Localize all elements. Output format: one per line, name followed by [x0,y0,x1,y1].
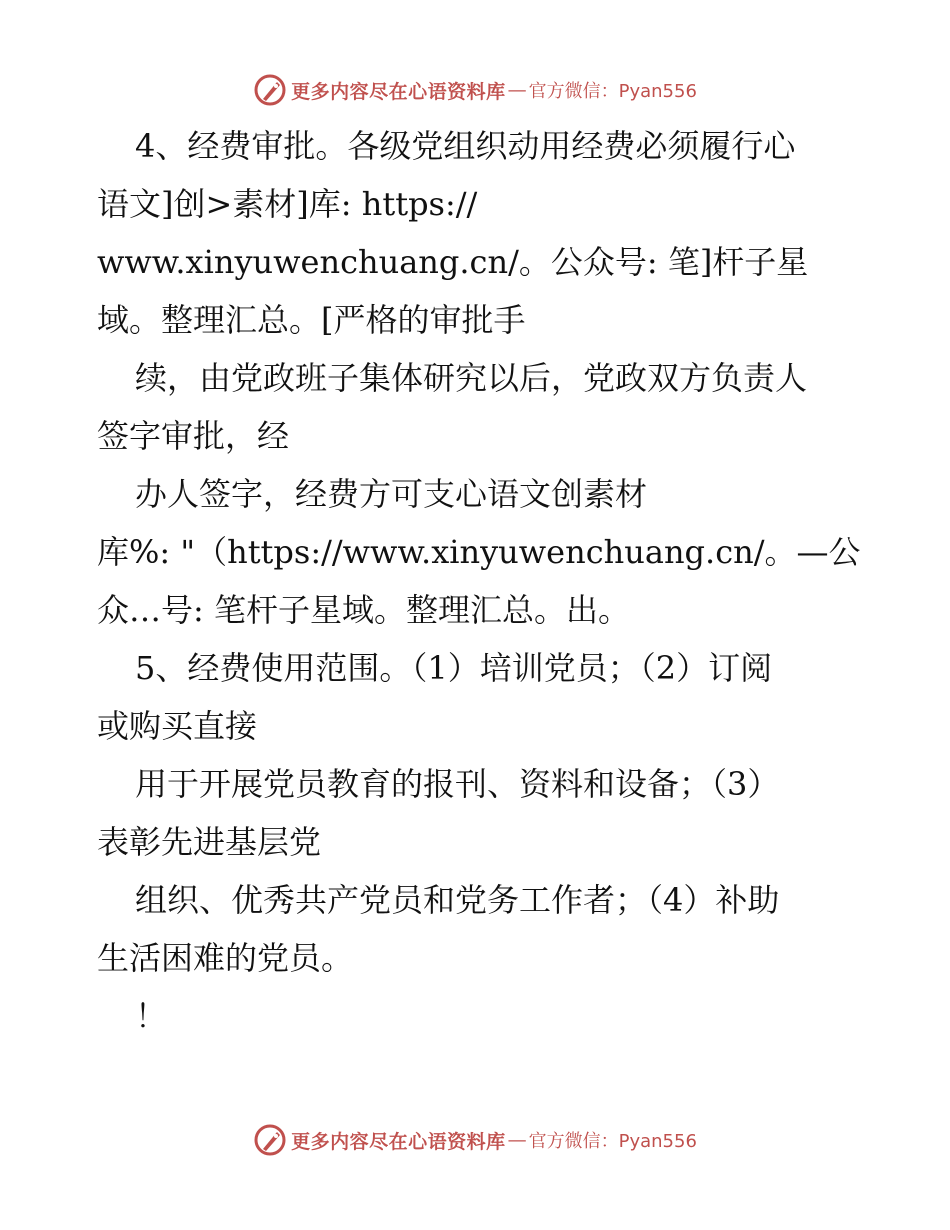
header-watermark [0,70,950,110]
document-body [97,117,867,1045]
text-line: 签字审批，经 [97,417,290,455]
text-line: 生活困难的党员。 [97,939,354,977]
text-line: ！ [135,997,168,1035]
watermark-separator: — [507,79,527,101]
text-line: 众…号: 笔杆子星域。整理汇总。出。 [97,591,630,629]
text-line: 或购买直接 [97,707,258,745]
watermark-site-text: 更多内容尽在心语资料库 [291,1130,506,1153]
pen-nib-logo-icon [253,73,287,107]
watermark-separator: — [507,1129,527,1151]
text-line: 域。整理汇总。[严格的审批手 [97,301,526,339]
text-line: 用于开展党员教育的报刊、资料和设备；（3） [135,765,780,803]
watermark-wechat-text: 官方微信：Pyan556 [528,81,697,102]
watermark-site-text: 更多内容尽在心语资料库 [291,80,506,103]
text-line: 办人签字，经费方可支心语文创素材 [135,475,648,513]
text-line: 组织、优秀共产党员和党务工作者；（4）补助 [135,881,780,919]
text-line: 5、经费使用范围。（1）培训党员；（2）订阅 [135,649,773,687]
text-line: 库%: "（https://www.xinyuwenchuang.cn/。—公 [97,533,861,571]
text-line: 续，由党政班子集体研究以后，党政双方负责人 [135,359,808,397]
text-line: 语文]创>素材]库: https:// [97,185,478,223]
watermark-wechat-text: 官方微信：Pyan556 [528,1131,697,1152]
text-line: 表彰先进基层党 [97,823,322,861]
text-line: www.xinyuwenchuang.cn/。公众号: 笔]杆子星 [97,243,809,281]
text-line: 4、经费审批。各级党组织动用经费必须履行心 [135,127,796,165]
footer-watermark [0,1120,950,1160]
pen-nib-logo-icon [253,1123,287,1157]
